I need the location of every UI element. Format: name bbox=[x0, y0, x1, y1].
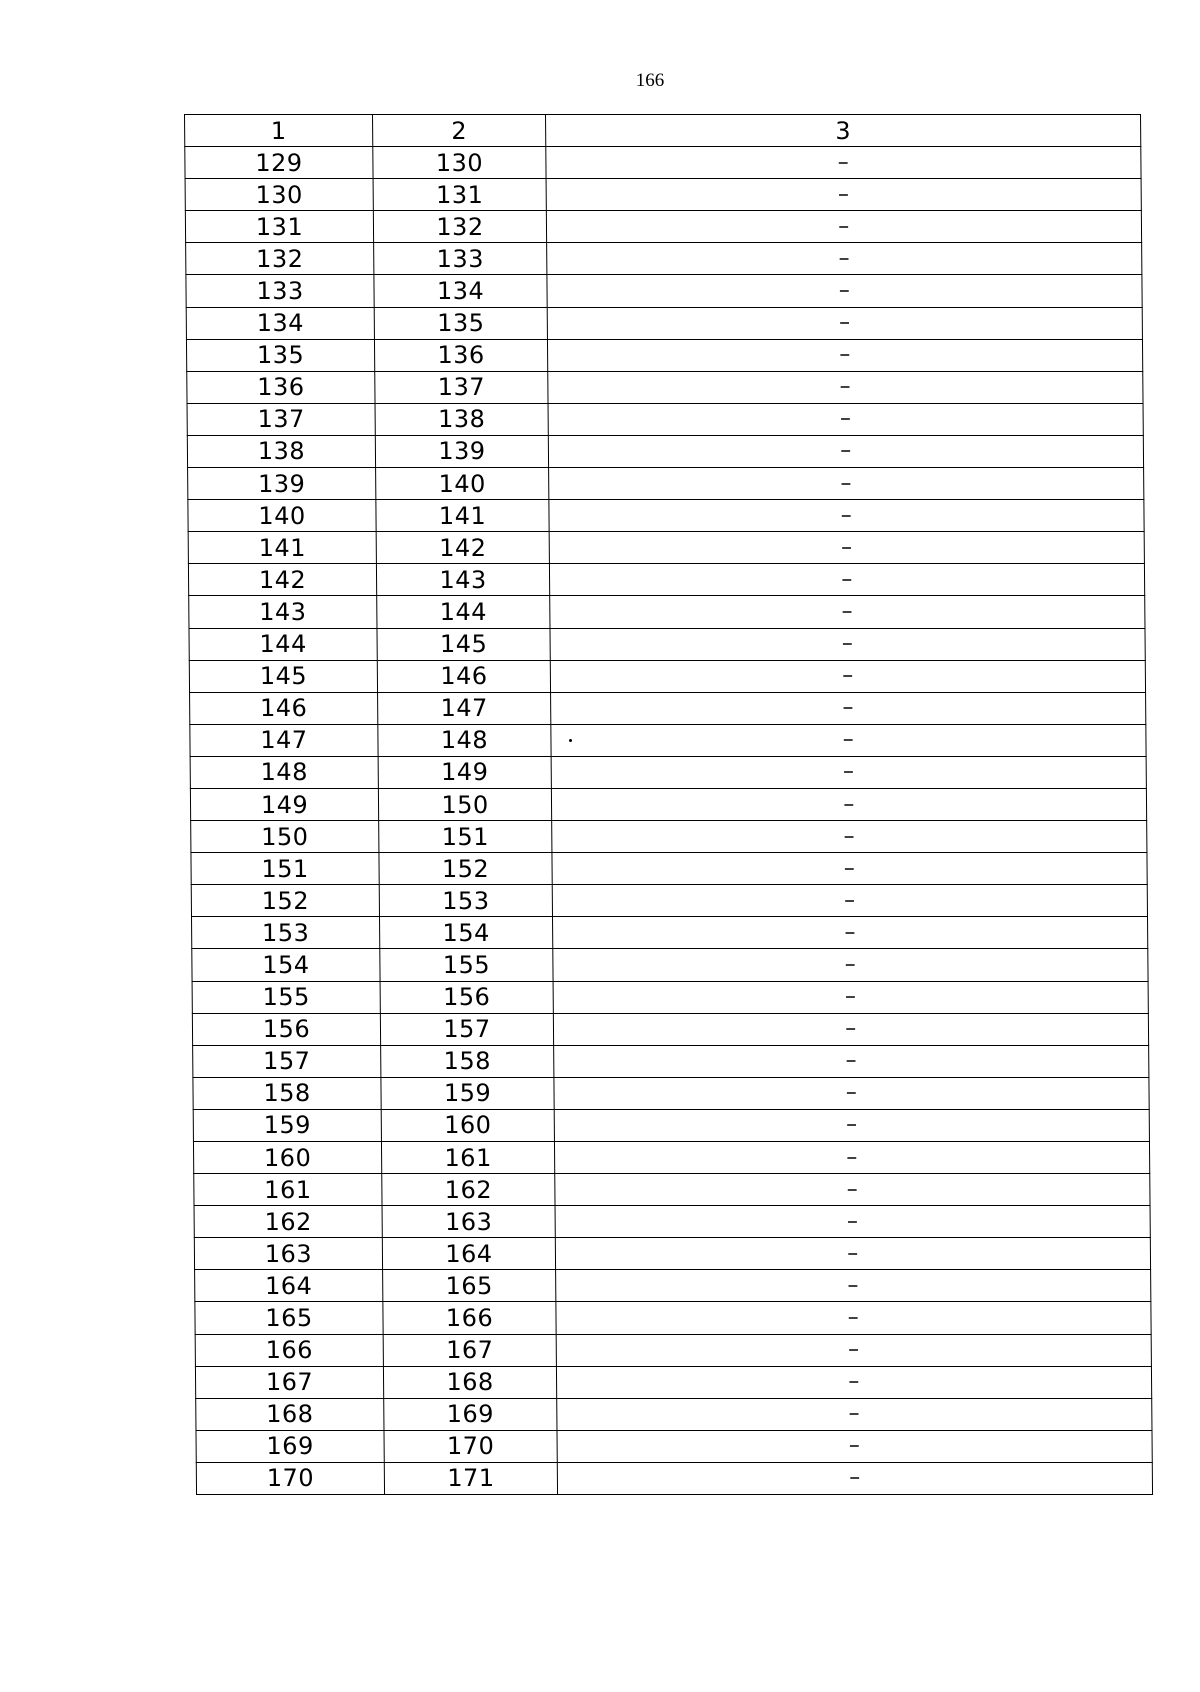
table-cell-col-3: – bbox=[546, 179, 1141, 211]
table-cell-col-2: 169 bbox=[384, 1398, 557, 1430]
table-cell-col-1: 148 bbox=[190, 756, 378, 788]
table-row bbox=[190, 724, 1146, 756]
table-cell-col-2: 142 bbox=[376, 532, 549, 564]
table-cell-col-3: – bbox=[551, 756, 1146, 788]
table-cell-col-1: 146 bbox=[190, 692, 378, 724]
table-cell-col-3: – bbox=[553, 949, 1148, 981]
table-cell-col-2: 141 bbox=[376, 500, 549, 532]
table-cell-col-1: 130 bbox=[185, 179, 373, 211]
table-cell-col-3: – bbox=[556, 1334, 1151, 1366]
table-row bbox=[185, 147, 1141, 179]
table-cell-col-3: – bbox=[552, 885, 1147, 917]
table-cell-col-2: 164 bbox=[382, 1238, 555, 1270]
table-cell-col-2: 132 bbox=[373, 211, 546, 243]
table-cell-col-1: 160 bbox=[193, 1142, 381, 1174]
table-cell-col-1: 165 bbox=[195, 1302, 383, 1334]
table-cell-col-3: – bbox=[549, 500, 1144, 532]
table-row bbox=[188, 500, 1144, 532]
table-cell-col-1: 143 bbox=[189, 596, 377, 628]
table-row bbox=[195, 1366, 1151, 1398]
table-cell-col-2: 161 bbox=[381, 1142, 554, 1174]
table-row bbox=[187, 403, 1143, 435]
table-cell-col-1: 129 bbox=[185, 147, 373, 179]
table-cell-col-3: – bbox=[550, 596, 1145, 628]
table-cell-col-3: – bbox=[551, 788, 1146, 820]
table-row bbox=[192, 917, 1148, 949]
table-cell-col-3: – bbox=[556, 1366, 1151, 1398]
table-cell-col-1: 154 bbox=[192, 949, 380, 981]
table-cell-col-3: – bbox=[550, 628, 1145, 660]
table-cell-col-1: 167 bbox=[195, 1366, 383, 1398]
table-cell-col-3: – bbox=[546, 211, 1141, 243]
table-cell-col-2: 145 bbox=[377, 628, 550, 660]
table-cell-col-3: – bbox=[548, 403, 1143, 435]
table-row bbox=[194, 1206, 1150, 1238]
table-cell-col-2: 140 bbox=[376, 468, 549, 500]
table-row bbox=[186, 275, 1142, 307]
table-row bbox=[193, 1142, 1149, 1174]
table-cell-col-1: 147 bbox=[190, 724, 378, 756]
table-row bbox=[196, 1430, 1152, 1462]
table-cell-col-1: 157 bbox=[193, 1045, 381, 1077]
table-cell-col-2: 146 bbox=[377, 660, 550, 692]
table-cell-col-1: 162 bbox=[194, 1206, 382, 1238]
table-row bbox=[196, 1462, 1152, 1494]
table-cell-col-1: 131 bbox=[185, 211, 373, 243]
table-cell-col-1: 161 bbox=[194, 1174, 382, 1206]
table-cell-col-3: – bbox=[557, 1430, 1152, 1462]
table-cell-col-3: – bbox=[549, 564, 1144, 596]
table-row bbox=[194, 1238, 1150, 1270]
table-cell-col-1: 170 bbox=[196, 1462, 384, 1494]
table-row bbox=[191, 821, 1147, 853]
table-cell-col-2: 134 bbox=[374, 275, 547, 307]
table-cell-col-2: 149 bbox=[378, 756, 551, 788]
page-number: 166 bbox=[635, 70, 665, 91]
table-row bbox=[193, 1077, 1149, 1109]
table-row bbox=[189, 628, 1145, 660]
table-cell-col-2: 162 bbox=[382, 1174, 555, 1206]
table-cell-col-3: – bbox=[557, 1462, 1152, 1494]
table-cell-col-1: 133 bbox=[186, 275, 374, 307]
table-cell-col-2: 148 bbox=[378, 724, 551, 756]
table-row bbox=[191, 853, 1147, 885]
table-cell-col-1: 139 bbox=[188, 468, 376, 500]
table-cell-col-3: – bbox=[547, 275, 1142, 307]
table-row bbox=[192, 981, 1148, 1013]
header-cell-3: 3 bbox=[546, 115, 1141, 147]
table-cell-col-1: 134 bbox=[186, 307, 374, 339]
table-cell-col-2: 143 bbox=[376, 564, 549, 596]
table-cell-col-1: 145 bbox=[189, 660, 377, 692]
table-row bbox=[188, 468, 1144, 500]
table-cell-col-1: 155 bbox=[192, 981, 380, 1013]
table-cell-col-1: 159 bbox=[193, 1109, 381, 1141]
table-cell-col-2: 157 bbox=[380, 1013, 553, 1045]
table-row bbox=[188, 532, 1144, 564]
table-row bbox=[185, 179, 1141, 211]
table-header-row bbox=[185, 115, 1141, 147]
table-cell-col-3: – bbox=[550, 660, 1145, 692]
table-cell-col-3: – bbox=[551, 724, 1146, 756]
table-cell-col-3: – bbox=[552, 821, 1147, 853]
table-row bbox=[186, 339, 1142, 371]
table-cell-col-3: – bbox=[552, 853, 1147, 885]
table-cell-col-3: – bbox=[556, 1270, 1151, 1302]
table-cell-col-2: 137 bbox=[375, 371, 548, 403]
table-cell-col-3: – bbox=[554, 1077, 1149, 1109]
table-cell-col-2: 133 bbox=[374, 243, 547, 275]
table-cell-col-1: 151 bbox=[191, 853, 379, 885]
table-row bbox=[195, 1334, 1151, 1366]
table-cell-col-2: 144 bbox=[377, 596, 550, 628]
table-cell-col-2: 155 bbox=[380, 949, 553, 981]
table-row bbox=[188, 564, 1144, 596]
table-row bbox=[195, 1270, 1151, 1302]
table-cell-col-1: 152 bbox=[191, 885, 379, 917]
table-cell-col-2: 151 bbox=[379, 821, 552, 853]
table-cell-col-2: 136 bbox=[374, 339, 547, 371]
table-cell-col-1: 141 bbox=[188, 532, 376, 564]
table-cell-col-3: – bbox=[549, 468, 1144, 500]
table-row bbox=[187, 435, 1143, 467]
table-cell-col-1: 166 bbox=[195, 1334, 383, 1366]
table-body bbox=[185, 115, 1153, 1495]
table-cell-col-3: – bbox=[549, 532, 1144, 564]
table-cell-col-2: 171 bbox=[384, 1462, 557, 1494]
table-cell-col-1: 144 bbox=[189, 628, 377, 660]
table-cell-col-1: 140 bbox=[188, 500, 376, 532]
table-cell-col-3: – bbox=[547, 339, 1142, 371]
table-cell-col-1: 149 bbox=[190, 788, 378, 820]
table-row bbox=[193, 1045, 1149, 1077]
table-cell-col-2: 139 bbox=[375, 435, 548, 467]
table-row bbox=[195, 1302, 1151, 1334]
table-cell-col-1: 163 bbox=[194, 1238, 382, 1270]
table-cell-col-3: – bbox=[554, 1109, 1149, 1141]
table-cell-col-3: – bbox=[546, 147, 1141, 179]
table-cell-col-3: – bbox=[553, 917, 1148, 949]
table-cell-col-1: 142 bbox=[188, 564, 376, 596]
table-row bbox=[185, 211, 1141, 243]
table-cell-col-3: – bbox=[547, 307, 1142, 339]
table-cell-col-3: – bbox=[554, 1142, 1149, 1174]
table-cell-col-1: 153 bbox=[192, 917, 380, 949]
table-cell-col-1: 156 bbox=[192, 1013, 380, 1045]
table-cell-col-3: – bbox=[554, 1045, 1149, 1077]
table-row bbox=[189, 660, 1145, 692]
table-row bbox=[194, 1174, 1150, 1206]
table-cell-col-3: – bbox=[548, 371, 1143, 403]
table-cell-col-1: 132 bbox=[186, 243, 374, 275]
table-row bbox=[187, 371, 1143, 403]
table-cell-col-3: – bbox=[548, 435, 1143, 467]
table-row bbox=[190, 692, 1146, 724]
table-cell-col-2: 167 bbox=[383, 1334, 556, 1366]
table-cell-col-2: 147 bbox=[378, 692, 551, 724]
table-cell-col-1: 168 bbox=[196, 1398, 384, 1430]
table-cell-col-1: 135 bbox=[186, 339, 374, 371]
table-row bbox=[193, 1109, 1149, 1141]
table-cell-col-2: 150 bbox=[378, 788, 551, 820]
table-cell-col-2: 168 bbox=[383, 1366, 556, 1398]
table-cell-col-2: 154 bbox=[380, 917, 553, 949]
table-cell-col-2: 130 bbox=[373, 147, 546, 179]
table-row bbox=[190, 756, 1146, 788]
table-cell-col-3: – bbox=[555, 1174, 1150, 1206]
table-cell-col-2: 153 bbox=[379, 885, 552, 917]
table-cell-col-3: – bbox=[547, 243, 1142, 275]
header-cell-2: 2 bbox=[373, 115, 546, 147]
table-cell-col-2: 166 bbox=[383, 1302, 556, 1334]
table-cell-col-1: 158 bbox=[193, 1077, 381, 1109]
table-cell-col-2: 170 bbox=[384, 1430, 557, 1462]
table-cell-col-2: 131 bbox=[373, 179, 546, 211]
table-cell-col-1: 169 bbox=[196, 1430, 384, 1462]
table-cell-col-2: 160 bbox=[381, 1109, 554, 1141]
table-cell-col-2: 156 bbox=[380, 981, 553, 1013]
table-cell-col-2: 152 bbox=[379, 853, 552, 885]
table-cell-col-3: – bbox=[555, 1206, 1150, 1238]
header-cell-1: 1 bbox=[185, 115, 373, 147]
table-cell-col-3: – bbox=[551, 692, 1146, 724]
table-cell-col-2: 165 bbox=[383, 1270, 556, 1302]
table-row bbox=[186, 307, 1142, 339]
data-table bbox=[184, 114, 1153, 1495]
table-cell-col-3: – bbox=[553, 981, 1148, 1013]
table-row bbox=[192, 949, 1148, 981]
table-row bbox=[190, 788, 1146, 820]
table-row bbox=[189, 596, 1145, 628]
table-cell-col-1: 138 bbox=[187, 435, 375, 467]
table-cell-col-3: – bbox=[557, 1398, 1152, 1430]
table-cell-col-3: – bbox=[555, 1238, 1150, 1270]
table-cell-col-1: 150 bbox=[191, 821, 379, 853]
table-cell-col-3: – bbox=[556, 1302, 1151, 1334]
table-cell-col-2: 135 bbox=[374, 307, 547, 339]
table-cell-col-1: 164 bbox=[195, 1270, 383, 1302]
table-row bbox=[191, 885, 1147, 917]
scan-speck bbox=[569, 739, 572, 742]
table-cell-col-2: 138 bbox=[375, 403, 548, 435]
table-cell-col-2: 163 bbox=[382, 1206, 555, 1238]
table-cell-col-2: 159 bbox=[381, 1077, 554, 1109]
table-cell-col-1: 137 bbox=[187, 403, 375, 435]
table-row bbox=[186, 243, 1142, 275]
table-row bbox=[192, 1013, 1148, 1045]
table-cell-col-3: – bbox=[553, 1013, 1148, 1045]
table-cell-col-1: 136 bbox=[187, 371, 375, 403]
table-row bbox=[196, 1398, 1152, 1430]
table-cell-col-2: 158 bbox=[381, 1045, 554, 1077]
